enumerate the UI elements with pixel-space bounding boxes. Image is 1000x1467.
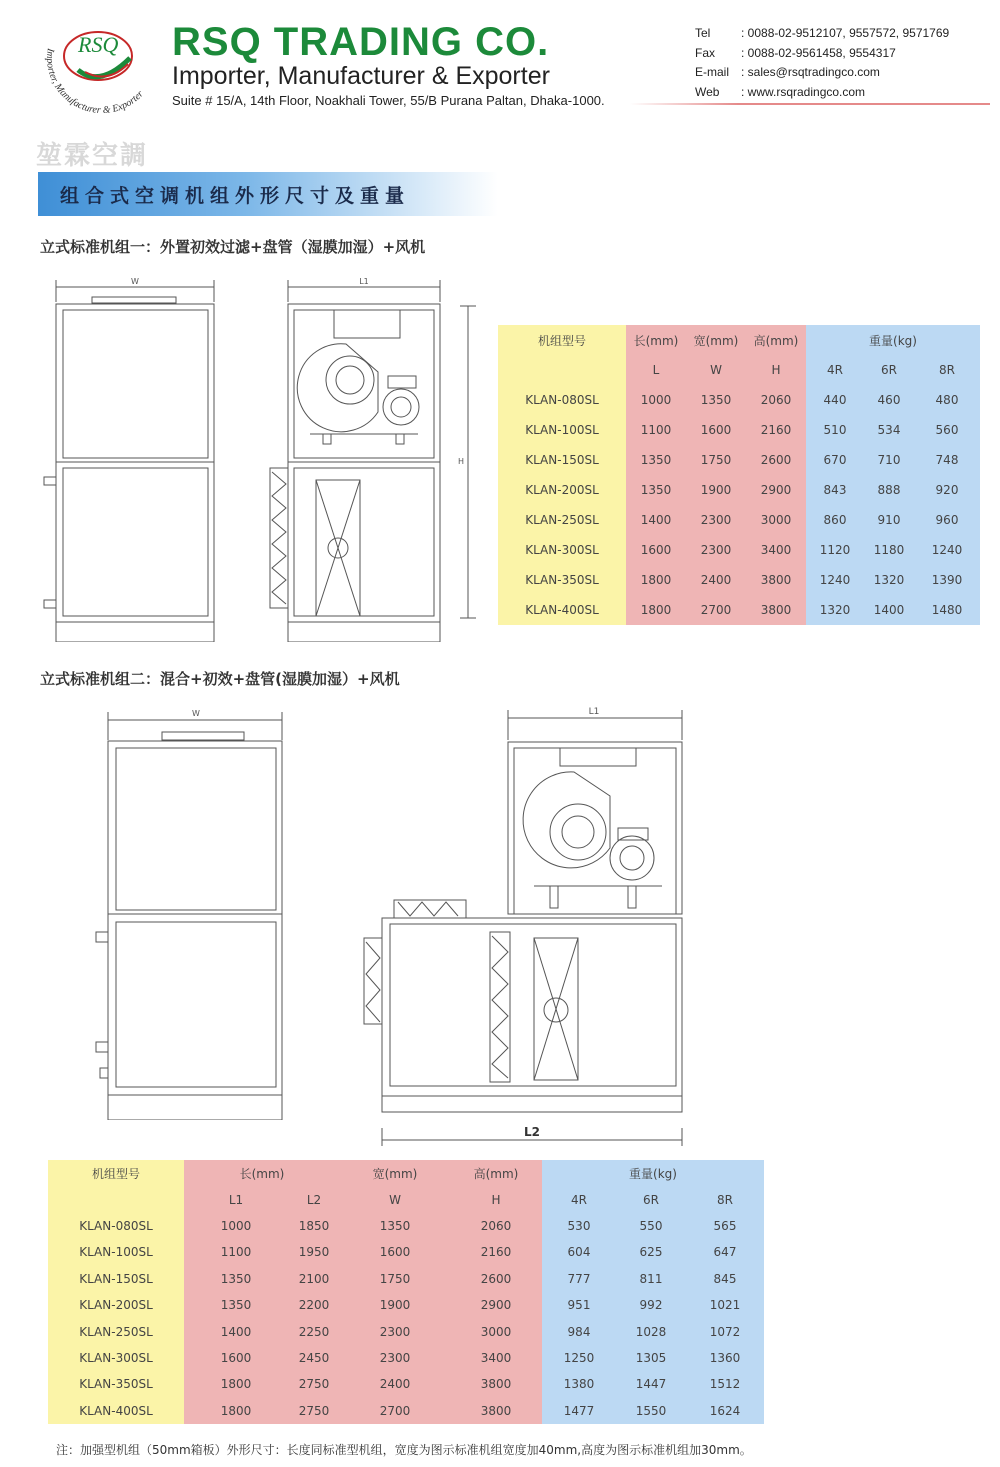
cell: 647 xyxy=(686,1239,764,1265)
title-banner xyxy=(38,172,498,216)
header-sub: 4R xyxy=(542,1186,616,1212)
table-row xyxy=(498,565,980,595)
cell: 3000 xyxy=(450,1318,542,1344)
cell: 1320 xyxy=(864,565,914,595)
cell: 534 xyxy=(864,415,914,445)
cell: 2750 xyxy=(288,1398,340,1424)
cell: 748 xyxy=(914,445,980,475)
cell: 2450 xyxy=(288,1345,340,1371)
header-sub: 4R xyxy=(806,355,864,385)
cell: KLAN-250SL xyxy=(48,1318,184,1344)
table-row xyxy=(48,1239,764,1265)
header-length: 长(mm) xyxy=(184,1160,340,1186)
header-blank xyxy=(48,1186,184,1212)
cell: 1240 xyxy=(806,565,864,595)
cell: 1447 xyxy=(616,1371,686,1397)
cell: 710 xyxy=(864,445,914,475)
cell: 565 xyxy=(686,1213,764,1239)
cell: 2200 xyxy=(288,1292,340,1318)
header-model: 机组型号 xyxy=(498,325,626,355)
table-row xyxy=(498,385,980,415)
cell: KLAN-400SL xyxy=(498,595,626,625)
cell: 1028 xyxy=(616,1318,686,1344)
table-row xyxy=(48,1398,764,1424)
cell: 3400 xyxy=(746,535,806,565)
table-row xyxy=(48,1292,764,1318)
cell: 1350 xyxy=(184,1266,288,1292)
cell: 1000 xyxy=(626,385,686,415)
cell: KLAN-200SL xyxy=(498,475,626,505)
section2-spec-table xyxy=(48,1160,764,1424)
cell: KLAN-100SL xyxy=(48,1239,184,1265)
contact-email[interactable]: E-mail : sales@rsqtradingco.com xyxy=(695,65,880,79)
cell: 2160 xyxy=(450,1239,542,1265)
svg-text:RSQ: RSQ xyxy=(78,32,119,57)
cell: KLAN-400SL xyxy=(48,1398,184,1424)
cell: 910 xyxy=(864,505,914,535)
header-sub: L xyxy=(626,355,686,385)
cell: 1800 xyxy=(626,565,686,595)
table-row xyxy=(498,505,980,535)
cell: 2300 xyxy=(340,1318,450,1344)
cell: 1550 xyxy=(616,1398,686,1424)
cell: 960 xyxy=(914,505,980,535)
cell: 1320 xyxy=(806,595,864,625)
cell: 811 xyxy=(616,1266,686,1292)
table-row xyxy=(498,415,980,445)
cell: 1600 xyxy=(340,1239,450,1265)
cell: 2060 xyxy=(746,385,806,415)
cell: 1750 xyxy=(340,1266,450,1292)
cell: 3800 xyxy=(746,595,806,625)
cell: 992 xyxy=(616,1292,686,1318)
cell: 1850 xyxy=(288,1213,340,1239)
table-row xyxy=(498,595,980,625)
footnote: 注：加强型机组（50mm箱板）外形尺寸：长度同标准型机组，宽度为图示标准机组宽度加40mm,高度为图示标准机组加30mm。 xyxy=(56,1443,752,1457)
cell: 1100 xyxy=(184,1239,288,1265)
cell: 625 xyxy=(616,1239,686,1265)
cell: 2250 xyxy=(288,1318,340,1344)
section2-front-view-drawing xyxy=(92,700,292,1120)
cell: 1900 xyxy=(686,475,746,505)
cell: 3000 xyxy=(746,505,806,535)
cell: 1750 xyxy=(686,445,746,475)
section1-spec-table xyxy=(498,325,980,625)
cell: 1900 xyxy=(340,1292,450,1318)
cell: 1600 xyxy=(686,415,746,445)
cell: 2060 xyxy=(450,1213,542,1239)
cell: 560 xyxy=(914,415,980,445)
cell: 1240 xyxy=(914,535,980,565)
cell: 3800 xyxy=(450,1398,542,1424)
svg-text:H: H xyxy=(458,457,465,466)
cell: 1600 xyxy=(626,535,686,565)
header-divider xyxy=(630,103,990,105)
header-sub: 8R xyxy=(914,355,980,385)
header-length: 长(mm) xyxy=(626,325,686,355)
cell: 530 xyxy=(542,1213,616,1239)
cell: 843 xyxy=(806,475,864,505)
cell: 860 xyxy=(806,505,864,535)
cell: 1800 xyxy=(626,595,686,625)
cell: KLAN-350SL xyxy=(48,1371,184,1397)
header-blank xyxy=(498,355,626,385)
cell: 1380 xyxy=(542,1371,616,1397)
cell: 1800 xyxy=(184,1371,288,1397)
cell: 777 xyxy=(542,1266,616,1292)
cell: 2900 xyxy=(450,1292,542,1318)
cell: 604 xyxy=(542,1239,616,1265)
header-sub: 6R xyxy=(864,355,914,385)
cell: 1350 xyxy=(626,475,686,505)
cell: 1180 xyxy=(864,535,914,565)
header-sub: L1 xyxy=(184,1186,288,1212)
cell: 2700 xyxy=(686,595,746,625)
header-sub: L2 xyxy=(288,1186,340,1212)
cell: 845 xyxy=(686,1266,764,1292)
cell: 1512 xyxy=(686,1371,764,1397)
cell: 2700 xyxy=(340,1398,450,1424)
cell: 1600 xyxy=(184,1345,288,1371)
cell: KLAN-350SL xyxy=(498,565,626,595)
cell: 1480 xyxy=(914,595,980,625)
cell: 1800 xyxy=(184,1398,288,1424)
cell: 2400 xyxy=(340,1371,450,1397)
cell: 1350 xyxy=(184,1292,288,1318)
cell: 1950 xyxy=(288,1239,340,1265)
company-tagline: Importer, Manufacturer & Exporter xyxy=(172,62,550,90)
cell: KLAN-250SL xyxy=(498,505,626,535)
table-row xyxy=(48,1345,764,1371)
cell: 1477 xyxy=(542,1398,616,1424)
cell: 1072 xyxy=(686,1318,764,1344)
cell: 480 xyxy=(914,385,980,415)
header-width: 宽(mm) xyxy=(686,325,746,355)
contact-fax: Fax : 0088-02-9561458, 9554317 xyxy=(695,45,896,60)
cell: KLAN-080SL xyxy=(48,1213,184,1239)
cell: 1400 xyxy=(184,1318,288,1344)
svg-text:L2: L2 xyxy=(524,1125,540,1139)
cell: 510 xyxy=(806,415,864,445)
cell: 2160 xyxy=(746,415,806,445)
cell: 3800 xyxy=(746,565,806,595)
cell: 1350 xyxy=(340,1213,450,1239)
cell: 951 xyxy=(542,1292,616,1318)
contact-web[interactable]: Web : www.rsqradingco.com xyxy=(695,84,866,99)
section2-side-view-drawing xyxy=(362,700,692,1146)
cell: 2900 xyxy=(746,475,806,505)
header-sub: 8R xyxy=(686,1186,764,1212)
cell: 1360 xyxy=(686,1345,764,1371)
cell: 920 xyxy=(914,475,980,505)
header-width: 宽(mm) xyxy=(340,1160,450,1186)
cell: KLAN-300SL xyxy=(498,535,626,565)
cell: KLAN-100SL xyxy=(498,415,626,445)
cell: KLAN-150SL xyxy=(498,445,626,475)
section1-side-view-drawing xyxy=(268,272,480,642)
section2-title: 立式标准机组二：混合+初效+盘管(湿膜加湿）+风机 xyxy=(40,670,400,688)
cell: KLAN-080SL xyxy=(498,385,626,415)
cell: KLAN-300SL xyxy=(48,1345,184,1371)
cell: 2400 xyxy=(686,565,746,595)
table-row xyxy=(48,1318,764,1344)
header-height: 高(mm) xyxy=(746,325,806,355)
header-sub: W xyxy=(340,1186,450,1212)
cell: 460 xyxy=(864,385,914,415)
cell: 1400 xyxy=(626,505,686,535)
cell: 440 xyxy=(806,385,864,415)
cell: 2100 xyxy=(288,1266,340,1292)
svg-text:W: W xyxy=(131,277,139,286)
header-sub: 6R xyxy=(616,1186,686,1212)
table-row xyxy=(48,1371,764,1397)
header-sub: W xyxy=(686,355,746,385)
table-row xyxy=(498,445,980,475)
cell: 1624 xyxy=(686,1398,764,1424)
header-sub: H xyxy=(450,1186,542,1212)
cell: 2300 xyxy=(686,535,746,565)
cell: 1000 xyxy=(184,1213,288,1239)
cell: 2300 xyxy=(340,1345,450,1371)
cell: 1350 xyxy=(686,385,746,415)
table-row xyxy=(48,1213,764,1239)
cell: 2600 xyxy=(746,445,806,475)
cell: 1021 xyxy=(686,1292,764,1318)
company-address: Suite # 15/A, 14th Floor, Noakhali Tower, 55/B Purana Paltan, Dhaka-1000. xyxy=(172,93,605,108)
header-weight: 重量(kg) xyxy=(542,1160,764,1186)
header-weight: 重量(kg) xyxy=(806,325,980,355)
cell: 1390 xyxy=(914,565,980,595)
brand-chinese-name: 堃霖空調 xyxy=(36,141,149,171)
company-name: RSQ TRADING CO. xyxy=(172,20,550,64)
cell: 984 xyxy=(542,1318,616,1344)
company-logo xyxy=(30,18,165,113)
banner-title: 组合式空调机组外形尺寸及重量 xyxy=(60,185,411,207)
cell: 2600 xyxy=(450,1266,542,1292)
header-height: 高(mm) xyxy=(450,1160,542,1186)
contact-tel: Tel : 0088-02-9512107, 9557572, 9571769 xyxy=(695,26,950,40)
svg-text:Importer, Manufacturer & Expor: Importer, Manufacturer & Exporter xyxy=(43,47,146,113)
cell: 1400 xyxy=(864,595,914,625)
contact-block xyxy=(695,24,949,102)
cell: 2300 xyxy=(686,505,746,535)
cell: 1250 xyxy=(542,1345,616,1371)
section1-title: 立式标准机组一：外置初效过滤+盘管（湿膜加湿）+风机 xyxy=(40,238,426,256)
cell: 1100 xyxy=(626,415,686,445)
header-model: 机组型号 xyxy=(48,1160,184,1186)
cell: 1350 xyxy=(626,445,686,475)
cell: KLAN-200SL xyxy=(48,1292,184,1318)
svg-text:L1: L1 xyxy=(588,707,600,717)
cell: 550 xyxy=(616,1213,686,1239)
cell: 888 xyxy=(864,475,914,505)
cell: 3400 xyxy=(450,1345,542,1371)
cell: 1120 xyxy=(806,535,864,565)
cell: 1305 xyxy=(616,1345,686,1371)
cell: 3800 xyxy=(450,1371,542,1397)
table-row xyxy=(498,535,980,565)
svg-text:W: W xyxy=(192,709,200,718)
table-row xyxy=(498,475,980,505)
cell: 670 xyxy=(806,445,864,475)
header-sub: H xyxy=(746,355,806,385)
svg-text:L1: L1 xyxy=(359,277,369,286)
cell: 2750 xyxy=(288,1371,340,1397)
section1-front-view-drawing xyxy=(40,272,220,642)
table-row xyxy=(48,1266,764,1292)
cell: KLAN-150SL xyxy=(48,1266,184,1292)
